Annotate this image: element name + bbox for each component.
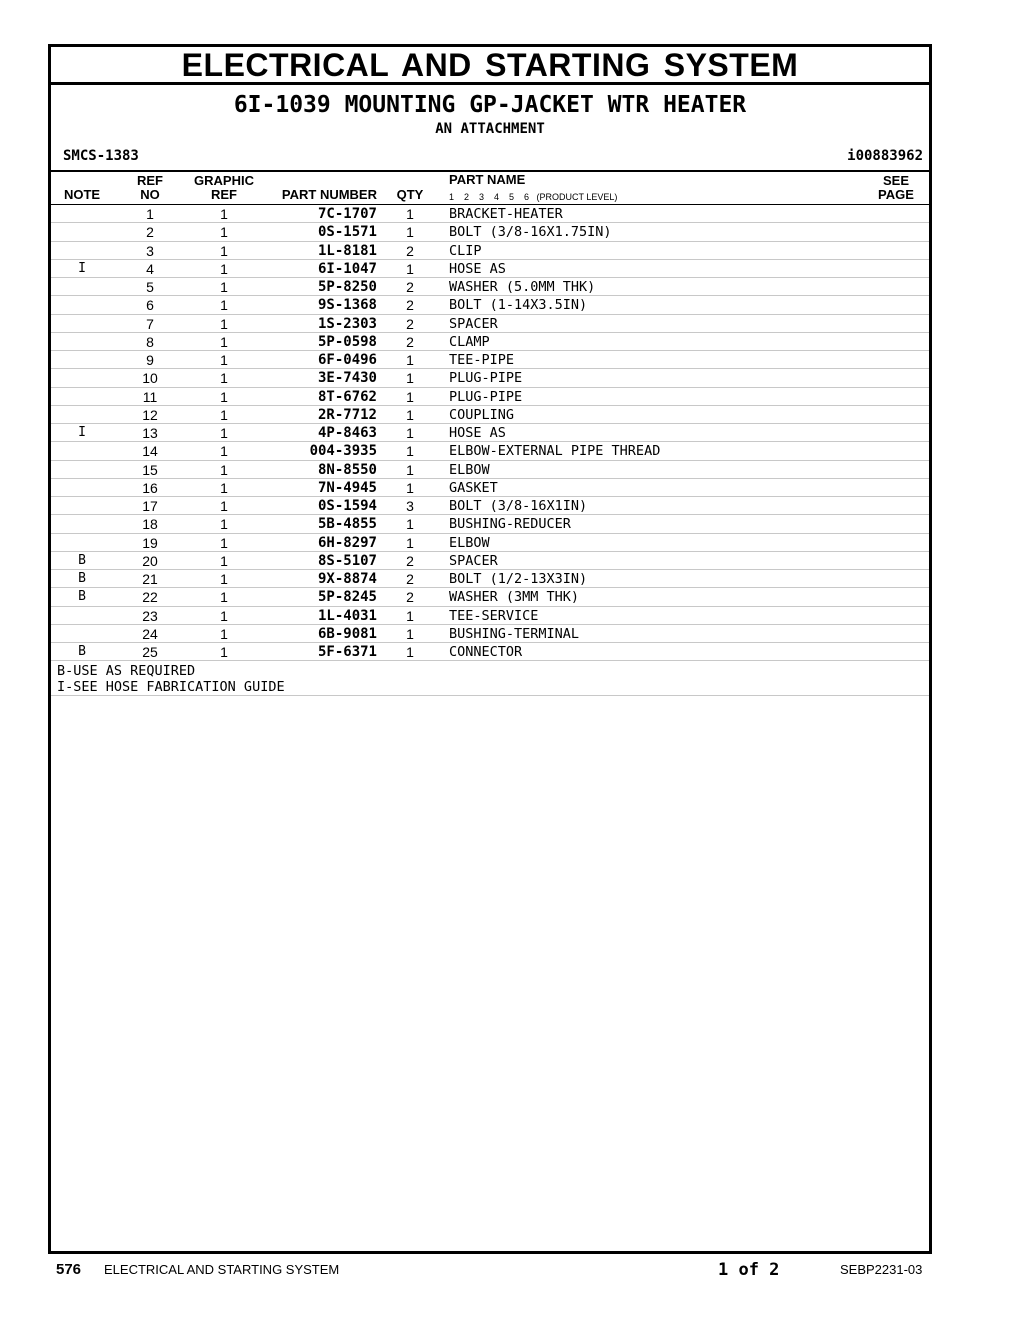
qty-cell: 2 [406,297,414,314]
ref-no-cell: 24 [142,625,158,642]
table-row [51,552,929,570]
table-row [51,479,929,497]
qty-cell: 2 [406,571,414,587]
part-number-cell: 9S-1368 [317,297,377,314]
part-number-cell: 6I-1047 [317,260,377,277]
table-row [51,388,929,406]
table-row [51,515,929,533]
part-number-cell: 5B-4855 [317,516,377,533]
part-number-cell: 6H-8297 [317,534,377,551]
ref-no-cell: 6 [146,297,154,314]
smcs-code: SMCS-1383 [63,148,139,164]
part-name-cell: TEE-PIPE [449,352,515,368]
table-row [51,607,929,625]
part-number-cell: 0S-1571 [317,224,377,241]
graphic-ref-cell: 1 [220,498,228,514]
ref-no-cell: 25 [142,644,158,660]
qty-cell: 1 [406,534,414,551]
qty-cell: 1 [406,260,414,277]
qty-cell: 1 [406,607,414,624]
graphic-ref-cell: 1 [220,461,228,478]
graphic-ref-cell: 1 [220,224,228,241]
part-number-cell: 1L-4031 [317,607,377,624]
attachment-label: AN ATTACHMENT [435,121,545,137]
ref-no-cell: 13 [142,425,158,441]
col-part-name: PART NAME [449,172,526,187]
graphic-ref-cell: 1 [220,625,228,642]
qty-cell: 2 [406,333,414,350]
col-graphic-top: GRAPHIC [194,173,254,188]
page-number: 576 [56,1261,82,1278]
graphic-ref-cell: 1 [220,644,228,660]
col-ref-top: REF [137,173,163,188]
table-row [51,461,929,479]
graphic-ref-cell: 1 [220,516,228,533]
col-part-number: PART NUMBER [281,187,377,202]
part-number-cell: 5P-0598 [317,333,377,350]
qty-cell: 2 [406,279,414,295]
table-row [51,260,929,278]
ref-no-cell: 22 [142,589,158,606]
part-name-cell: HOSE AS [449,260,506,277]
qty-cell: 2 [406,552,414,569]
part-name-cell: WASHER (3MM THK) [449,589,580,606]
table-row [51,223,929,241]
graphic-ref-cell: 1 [220,315,228,332]
ref-no-cell: 17 [142,498,158,514]
table-row [51,424,929,442]
table-row [51,315,929,333]
table-row [51,205,929,223]
table-row [51,278,929,296]
ref-no-cell: 15 [142,461,158,478]
col-see-bottom: PAGE [878,187,914,202]
page-title: ELECTRICAL AND STARTING SYSTEM [181,47,799,83]
part-number-cell: 8S-5107 [317,552,377,569]
ref-no-cell: 12 [142,406,158,423]
part-name-cell: ELBOW-EXTERNAL PIPE THREAD [449,443,661,460]
footer-system: ELECTRICAL AND STARTING SYSTEM [104,1262,340,1277]
qty-cell: 1 [406,479,414,496]
graphic-ref-cell: 1 [220,589,228,606]
qty-cell: 1 [406,425,414,441]
col-product-level: 1 2 3 4 5 6 (PRODUCT LEVEL) [449,192,618,202]
col-qty: QTY [396,187,424,202]
table-row [51,242,929,260]
part-number-cell: 1S-2303 [317,315,377,332]
part-number-cell: 7C-1707 [317,206,377,222]
part-name-cell: SPACER [449,552,498,569]
qty-cell: 1 [406,352,414,368]
qty-cell: 1 [406,461,414,478]
part-name-cell: ELBOW [449,534,490,551]
qty-cell: 2 [406,589,414,606]
qty-cell: 1 [406,644,414,660]
parts-table [51,205,929,661]
ref-no-cell: 3 [146,242,154,259]
part-name-cell: SPACER [449,315,498,332]
graphic-ref-cell: 1 [220,352,228,368]
group-title: 6I-1039 MOUNTING GP-JACKET WTR HEATER [233,92,747,118]
part-name-cell: ELBOW [449,461,490,478]
part-number-cell: 0S-1594 [317,498,377,514]
note-cell: I [78,260,86,276]
graphic-ref-cell: 1 [220,425,228,441]
table-row [51,570,929,588]
part-number-cell: 5F-6371 [317,644,377,660]
column-headers [51,172,929,205]
part-name-cell: BOLT (1-14X3.5IN) [449,297,588,314]
graphic-ref-cell: 1 [220,479,228,496]
col-see-top: SEE [882,173,909,188]
ref-no-cell: 4 [146,260,154,277]
table-row [51,588,929,606]
graphic-ref-cell: 1 [220,388,228,405]
part-name-cell: CLAMP [449,333,490,350]
note-cell: B [78,644,86,659]
parts-sheet [48,44,932,1254]
ref-no-cell: 16 [142,479,158,496]
note-cell: I [78,425,86,440]
ref-no-cell: 20 [142,552,158,569]
table-row [51,625,929,643]
page-footer [0,1258,1020,1282]
ref-no-cell: 1 [146,206,154,222]
doc-id: SEBP2231-03 [840,1262,923,1277]
part-number-cell: 6F-0496 [317,352,377,368]
page-of: 1 of 2 [718,1260,780,1280]
part-name-cell: GASKET [449,479,498,496]
part-number-cell: 2R-7712 [317,406,377,423]
ref-no-cell: 19 [142,534,158,551]
part-number-cell: 5P-8245 [317,589,377,606]
ref-no-cell: 14 [142,443,158,460]
table-row [51,497,929,515]
graphic-ref-cell: 1 [220,534,228,551]
graphic-ref-cell: 1 [220,260,228,277]
part-number-cell: 6B-9081 [317,625,377,642]
table-row [51,406,929,424]
table-row [51,333,929,351]
qty-cell: 1 [406,443,414,460]
part-number-cell: 004-3935 [309,443,377,460]
ref-no-cell: 9 [146,352,154,368]
part-name-cell: BOLT (1/2-13X3IN) [449,571,588,587]
part-number-cell: 7N-4945 [317,479,377,496]
graphic-ref-cell: 1 [220,552,228,569]
qty-cell: 1 [406,406,414,423]
group-header [51,85,929,172]
qty-cell: 1 [406,388,414,405]
ref-no-cell: 7 [146,315,154,332]
graphic-ref-cell: 1 [220,370,228,387]
table-row [51,369,929,387]
qty-cell: 1 [406,370,414,387]
part-name-cell: BOLT (3/8-16X1.75IN) [449,224,612,241]
title-bar [51,47,929,85]
graphic-ref-cell: 1 [220,333,228,350]
graphic-ref-cell: 1 [220,242,228,259]
graphic-ref-cell: 1 [220,443,228,460]
qty-cell: 1 [406,625,414,642]
part-name-cell: BOLT (3/8-16X1IN) [449,498,588,514]
part-number-cell: 9X-8874 [317,571,377,587]
note-cell: B [78,571,86,586]
ref-no-cell: 2 [146,224,154,241]
qty-cell: 3 [406,498,414,514]
part-name-cell: HOSE AS [449,425,506,441]
ref-no-cell: 10 [142,370,158,387]
part-name-cell: PLUG-PIPE [449,370,523,387]
table-row [51,643,929,661]
part-name-cell: PLUG-PIPE [449,388,523,405]
table-row [51,296,929,314]
part-name-cell: BRACKET-HEATER [449,206,563,222]
qty-cell: 1 [406,206,414,222]
part-name-cell: TEE-SERVICE [449,607,539,624]
graphic-ref-cell: 1 [220,607,228,624]
part-name-cell: WASHER (5.0MM THK) [449,279,596,295]
graphic-ref-cell: 1 [220,406,228,423]
table-row [51,442,929,460]
part-name-cell: CONNECTOR [449,644,523,660]
illustration-id: i00883962 [847,148,923,164]
table-row [51,351,929,369]
ref-no-cell: 23 [142,607,158,624]
graphic-ref-cell: 1 [220,571,228,587]
note-cell: B [78,552,86,568]
part-number-cell: 1L-8181 [317,242,377,259]
qty-cell: 2 [406,315,414,332]
note-cell: B [78,589,86,605]
ref-no-cell: 8 [146,333,154,350]
ref-no-cell: 21 [142,571,158,587]
part-number-cell: 8N-8550 [317,461,377,478]
part-name-cell: CLIP [449,242,482,259]
table-row [51,534,929,552]
col-graphic-bottom: REF [211,187,237,202]
part-number-cell: 8T-6762 [317,388,377,405]
graphic-ref-cell: 1 [220,297,228,314]
col-ref-bottom: NO [140,187,160,202]
note-b: B-USE AS REQUIRED [57,663,196,680]
graphic-ref-cell: 1 [220,279,228,295]
part-name-cell: COUPLING [449,406,515,423]
part-number-cell: 4P-8463 [317,425,377,441]
qty-cell: 1 [406,516,414,533]
qty-cell: 2 [406,242,414,259]
qty-cell: 1 [406,224,414,241]
note-i: I-SEE HOSE FABRICATION GUIDE [57,679,285,696]
notes-block [51,661,929,696]
part-number-cell: 3E-7430 [317,370,377,387]
part-name-cell: BUSHING-TERMINAL [449,625,580,642]
part-name-cell: BUSHING-REDUCER [449,516,571,533]
ref-no-cell: 18 [142,516,158,533]
ref-no-cell: 5 [146,279,154,295]
part-number-cell: 5P-8250 [317,279,377,295]
graphic-ref-cell: 1 [220,206,228,222]
ref-no-cell: 11 [142,388,158,405]
col-note: NOTE [63,187,101,202]
